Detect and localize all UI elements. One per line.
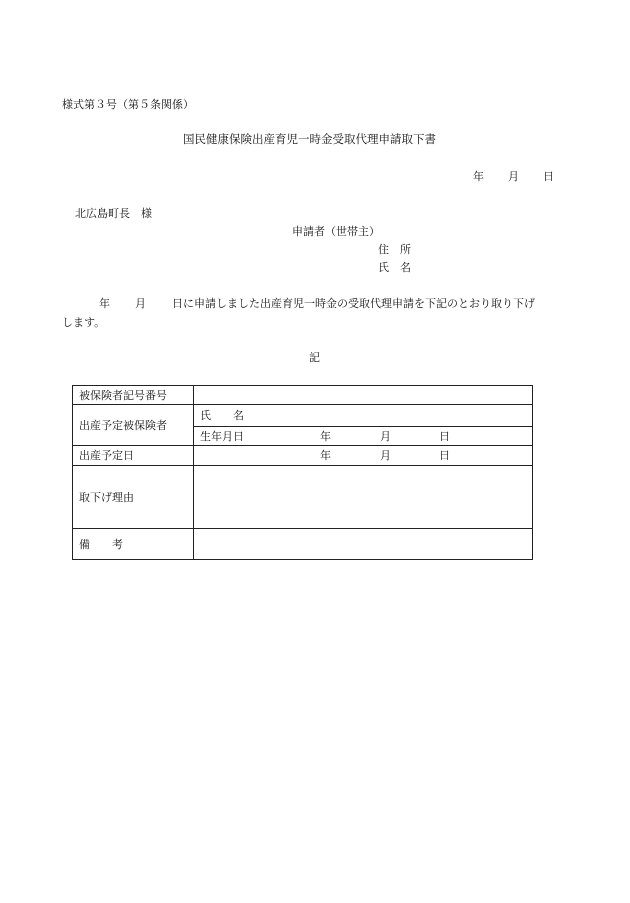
document-title: 国民健康保険出産育児一時金受取代理申請取下書 <box>183 132 436 146</box>
body-line1-rest: 日に申請しました出産育児一時金の受取代理申請を下記のとおり取り下げ <box>172 297 535 310</box>
reason-field[interactable] <box>194 466 533 529</box>
dob-year: 年 <box>320 430 331 443</box>
remarks-field[interactable] <box>194 529 533 560</box>
applicant-address-label: 住 所 <box>378 243 411 256</box>
table-row <box>73 529 533 560</box>
due-date-field[interactable] <box>194 446 533 466</box>
table-row <box>73 405 533 427</box>
ki-heading: 記 <box>309 351 320 364</box>
applicant-name-label: 氏 名 <box>378 261 411 274</box>
due-day: 日 <box>439 449 450 462</box>
insured-number-field[interactable] <box>194 386 533 405</box>
body-year: 年 <box>99 297 110 310</box>
addressee: 北広島町長 様 <box>75 207 152 220</box>
date-day: 日 <box>543 170 554 183</box>
withdrawal-form-table <box>72 385 533 560</box>
date-year: 年 <box>473 170 484 183</box>
due-month: 月 <box>380 449 391 462</box>
due-year: 年 <box>320 449 331 462</box>
table-row <box>73 386 533 405</box>
body-line2: します。 <box>62 316 106 329</box>
reason-label: 取下げ理由 <box>73 466 194 529</box>
applicant-heading: 申請者（世帯主） <box>292 225 380 238</box>
expected-insured-label: 出産予定被保険者 <box>73 405 194 446</box>
date-month: 月 <box>508 170 519 183</box>
dob-label: 生年月日 <box>200 430 244 443</box>
due-date-label: 出産予定日 <box>73 446 194 466</box>
dob-day: 日 <box>439 430 450 443</box>
insured-number-label: 被保険者記号番号 <box>73 386 194 405</box>
insured-name-field[interactable] <box>194 405 533 427</box>
insured-name-label: 氏 名 <box>200 409 244 422</box>
dob-field[interactable] <box>194 427 533 446</box>
dob-month: 月 <box>380 430 391 443</box>
table-row <box>73 466 533 529</box>
form-number: 様式第３号（第５条関係） <box>62 98 194 111</box>
table-row <box>73 446 533 466</box>
body-month: 月 <box>135 297 146 310</box>
remarks-label: 備 考 <box>73 529 194 560</box>
